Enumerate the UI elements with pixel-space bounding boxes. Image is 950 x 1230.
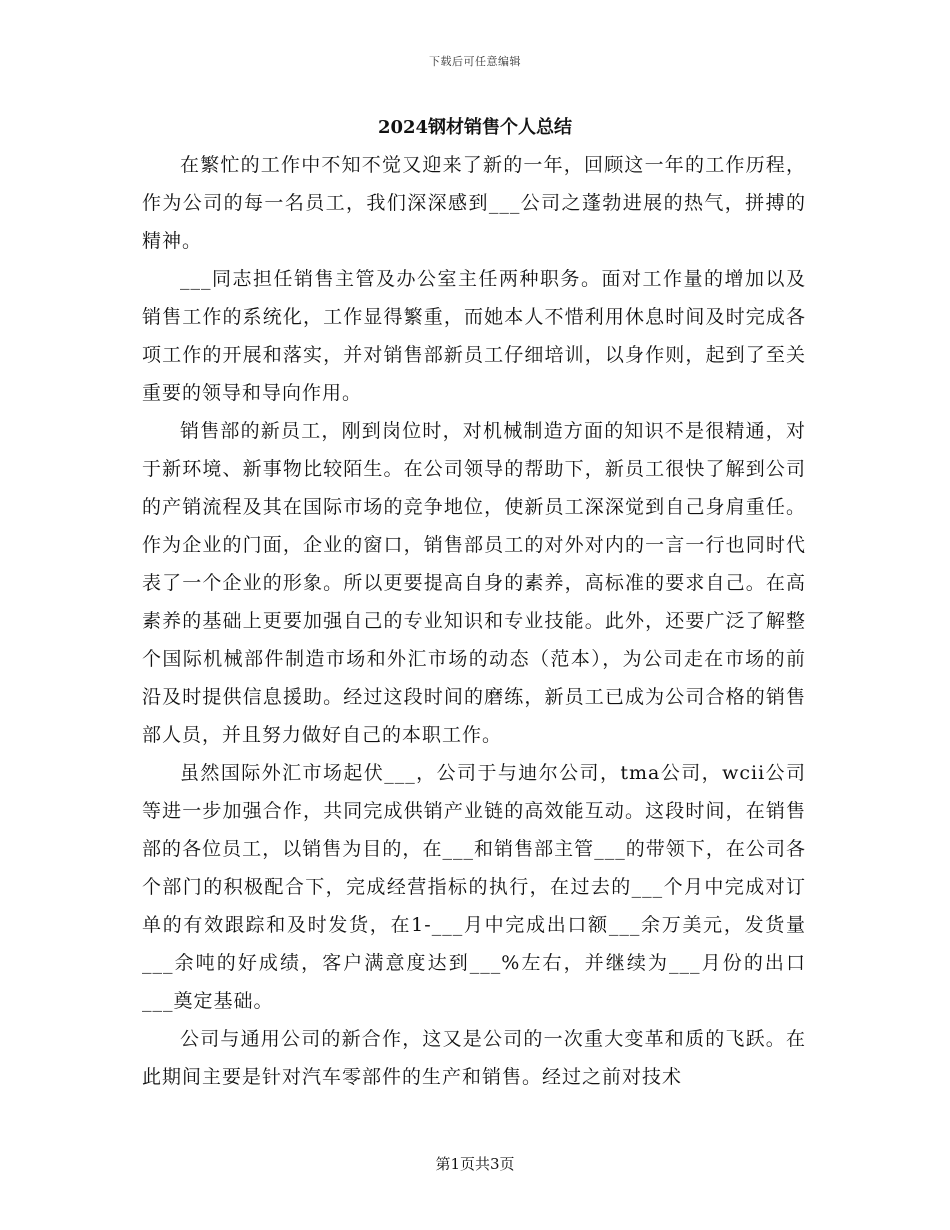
paragraph-2: ___同志担任销售主管及办公室主任两种职务。面对工作量的增加以及销售工作的系统化，工作显得繁重，而她本人不惜利用休息时间及时完成各项工作的开展和落实，并对销售部新员工仔细培训，以身作则，起到了至关重要的领导和导向作用。 [142, 268, 806, 404]
page-header-note: 下载后可任意编辑 [429, 55, 521, 68]
document-body [142, 146, 806, 1111]
page-number-footer: 第1页共3页 [435, 1155, 515, 1173]
paragraph-5: 公司与通用公司的新合作，这又是公司的一次重大变革和质的飞跃。在此期间主要是针对汽车零部件的生产和销售。经过之前对技术 [142, 1028, 806, 1088]
document-title: 2024钢材销售个人总结 [377, 117, 573, 138]
paragraph-3: 销售部的新员工，刚到岗位时，对机械制造方面的知识不是很精通，对于新环境、新事物比较陌生。在公司领导的帮助下，新员工很快了解到公司的产销流程及其在国际市场的竞争地位，使新员工深深觉到自己身肩重任。作为企业的门面，企业的窗口，销售部员工的对外对内的一言一行也同时代表了一个企业的形象。所以更要提高自身的素养，高标准的要求自己。在高素养的基础上更要加强自己的专业知识和专业技能。此外，还要广泛了解整个国际机械部件制造市场和外汇市场的动态（范本），为公司走在市场的前沿及时提供信息援助。经过这段时间的磨练，新员工已成为公司合格的销售部人员，并且努力做好自己的本职工作。 [142, 420, 806, 746]
paragraph-1: 在繁忙的工作中不知不觉又迎来了新的一年，回顾这一年的工作历程，作为公司的每一名员工，我们深深感到___公司之蓬勃进展的热气，拼搏的精神。 [142, 154, 806, 252]
paragraph-4: 虽然国际外汇市场起伏___，公司于与迪尔公司，tma公司，wcii公司等进一步加强合作，共同完成供销产业链的高效能互动。这段时间，在销售部的各位员工，以销售为目的，在___和销售部主管___的带领下，在公司各个部门的积极配合下，完成经营指标的执行，在过去的___个月中完成对订单的有效跟踪和及时发货，在1-___月中完成出口额___余万美元，发货量___余吨的好成绩，客户满意度达到___%左右，并继续为___月份的出口___奠定基础。 [142, 762, 806, 1012]
